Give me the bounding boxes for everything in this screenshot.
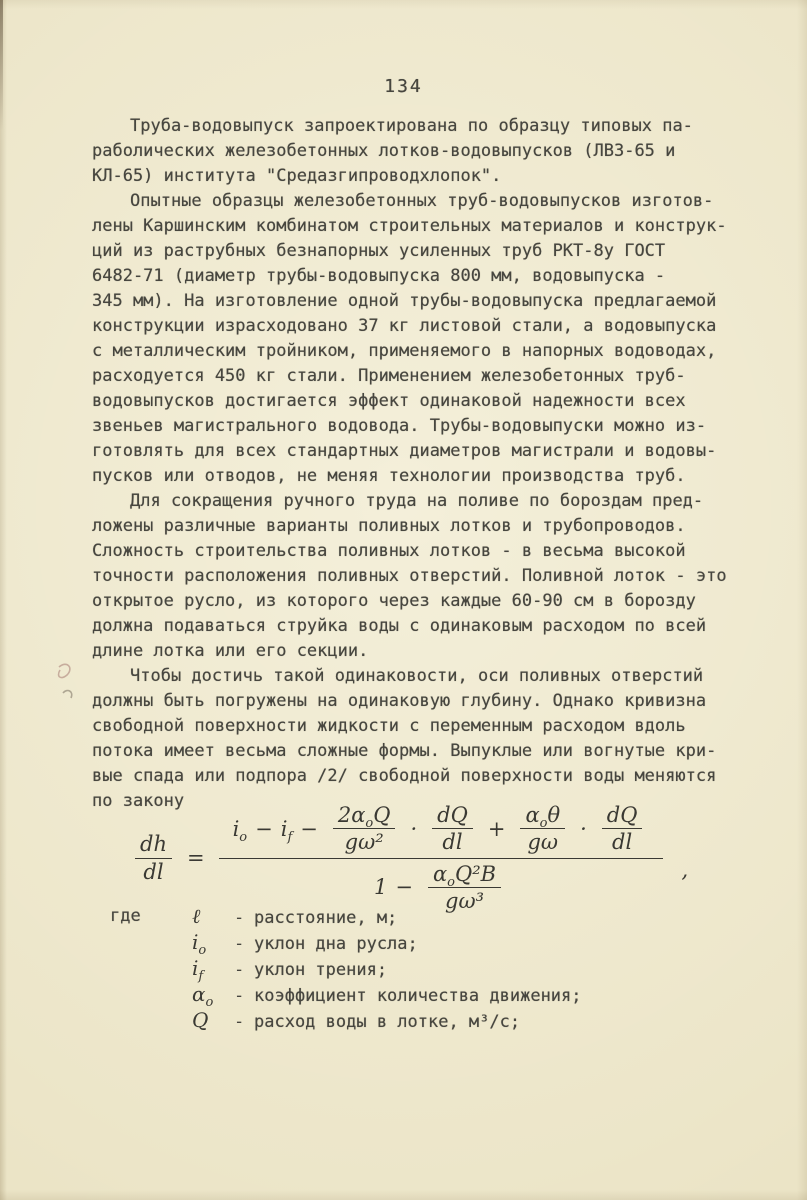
text-line: с металлическим тройником, применяемого в напорных водоводах, (92, 341, 717, 361)
fraction-a0Q2B-gw3: $\frac{\alpha_oQ^2B}{\text{gω³}}$ (428, 863, 501, 912)
symbol-l: ℓ (192, 904, 201, 928)
text-line: 6482-71 (диаметр трубы-водовыпуска 800 мм, водовыпуска - (92, 266, 666, 286)
text-line: КЛ-65) института "Средазгипроводхлопок". (92, 166, 502, 186)
text-line: ложены различные варианты поливных лотков и трубопроводов. (92, 516, 686, 536)
fraction-2a0Q-gw2: $\frac{2\alpha_oQ}{\text{gω²}}$ (333, 804, 396, 853)
equation-numerator: $i_o$ − $i_f$ − $\frac{2\alpha_oQ}{\text{gω²}}$ · $\frac{dQ}{dl}$ + $\frac{\alpha_o\theta}{g\omega}$ · $\frac{dQ}{dl}$ (219, 804, 664, 858)
text-line: открытое русло, из которого через каждые 60-90 см в борозду (92, 591, 696, 611)
term-if: $i_f$ (280, 816, 293, 845)
text-line: потока имеет весьма сложные формы. Выпуклые или вогнутые кри- (92, 741, 717, 761)
text-line: точности расположения поливных отверстий. Поливной лоток - это (92, 566, 727, 586)
symbol-if: $i_f$ (192, 956, 204, 984)
text-line: должна подаваться струйка воды с одинаковым расходом по всей (92, 616, 707, 636)
variable-definitions (92, 903, 772, 1033)
paragraph-prototype-pipes (92, 189, 772, 489)
paragraph-water-surface (92, 664, 772, 814)
text-column (92, 114, 772, 1033)
paragraph-intro (92, 114, 772, 189)
text-line: расходуется 450 кг стали. Применением железобетонных труб- (92, 366, 686, 386)
text-line: Труба-водовыпуск запроектирована по образцу типовых па- (130, 116, 693, 136)
main-fraction (219, 804, 664, 911)
equation-denominator: 1 − $\frac{\alpha_oQ^2B}{\text{gω³}}$ (374, 859, 508, 912)
symbol-Q: Q (192, 1008, 209, 1032)
fraction-a0th-gw: $\frac{\alpha_o\theta}{g\omega}$ (520, 804, 565, 853)
lhs-fraction-dh-dl: $\frac{dh}{dl}$ (135, 833, 172, 882)
equation-comma: , (681, 857, 689, 882)
flow-equation (128, 803, 772, 913)
term-i0: $i_o$ (232, 816, 248, 845)
symbol-i0: $i_o$ (192, 930, 207, 958)
definition-row-l: ℓ - расстояние, м; (192, 904, 398, 928)
text-line: вые спада или подпора /2/ свободной поверхности воды меняются (92, 766, 717, 786)
text-line: Для сокращения ручного труда на поливе по бороздам пред- (130, 491, 704, 511)
text-line: 345 мм). На изготовление одной трубы-водовыпуска предлагаемой (92, 291, 717, 311)
text-line: свободной поверхности жидкости с переменным расходом вдоль (92, 716, 686, 736)
paragraph-irrigation-flumes (92, 489, 772, 664)
text-line: Опытные образцы железобетонных труб-водовыпусков изготов- (130, 191, 714, 211)
definition-row-a0: $\alpha_o$ - коэффициент количества движения; (192, 982, 582, 1010)
text-line: лены Каршинским комбинатом строительных материалов и конструк- (92, 216, 727, 236)
fraction-dQ-dl: $\frac{dQ}{dl}$ (602, 804, 643, 853)
text-line: раболических железобетонных лотков-водовыпусков (ЛВЗ-65 и (92, 141, 676, 161)
text-line: ций из раструбных безнапорных усиленных труб РКТ-8у ГОСТ (92, 241, 666, 261)
text-line: звеньев магистрального водовода. Трубы-водовыпуски можно из- (92, 416, 707, 436)
text-line: готовлять для всех стандартных диаметров магистрали и водовы- (92, 441, 717, 461)
symbol-a0: $\alpha_o$ (192, 982, 214, 1010)
text-line: длине лотка или его секции. (92, 641, 369, 661)
text-line: водовыпусков достигается эффект одинаковой надежности всех (92, 391, 686, 411)
equals-sign: = (186, 845, 205, 870)
text-line: пусков или отводов, не меняя технологии производства труб. (92, 466, 686, 486)
fraction-dQ-dl: $\frac{dQ}{dl}$ (432, 804, 473, 853)
where-label: где (110, 906, 141, 926)
definition-row-Q: Q - расход воды в лотке, м³/с; (192, 1008, 521, 1032)
scan-edge-artifact (0, 0, 3, 130)
text-line: Чтобы достичь такой одинаковости, оси поливных отверстий (130, 666, 704, 686)
page-number: 134 (384, 76, 423, 97)
text-line: должны быть погружены на одинаковую глубину. Однако кривизна (92, 691, 707, 711)
definition-row-i0: $i_o$ - уклон дна русла; (192, 930, 418, 958)
definition-row-if: $i_f$ - уклон трения; (192, 956, 388, 984)
text-line: Сложность строительства поливных лотков - в весьма высокой (92, 541, 686, 561)
margin-pencil-mark (52, 658, 84, 706)
text-line: по закону (92, 791, 185, 811)
text-line: конструкции израсходовано 37 кг листовой стали, а водовыпуска (92, 316, 717, 336)
